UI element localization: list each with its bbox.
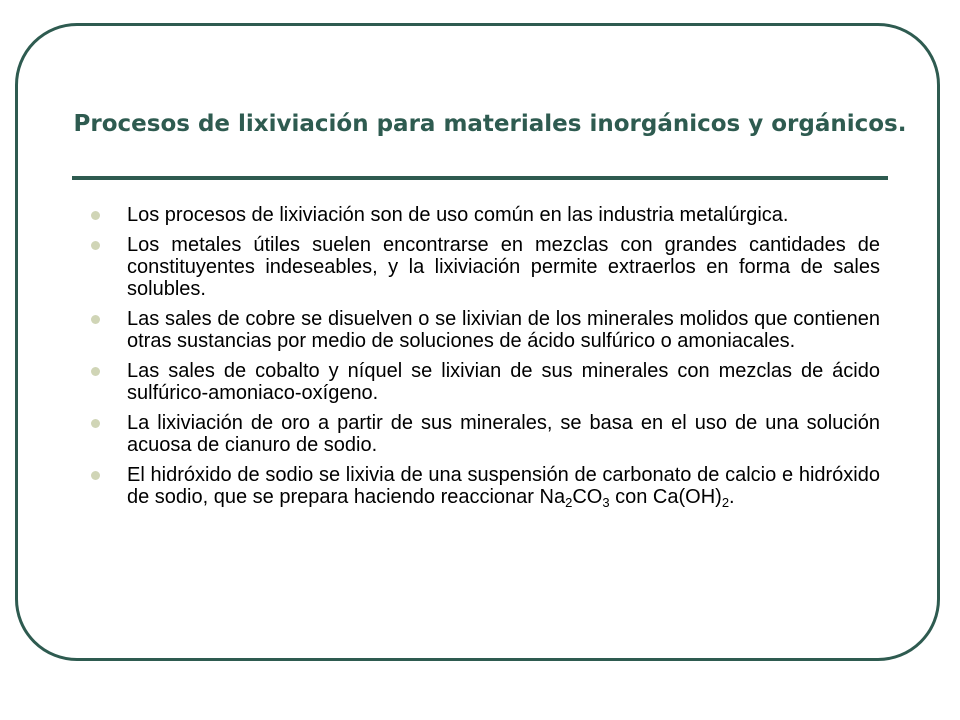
bullet-text: Las sales de cobre se disuelven o se lixivian de los minerales molidos que contienen otras sustancias por medio de soluciones de ácido sulfúrico o amoniacales. [127, 308, 880, 352]
bullet-item [127, 464, 880, 508]
formula-na-subscript: 2 [565, 495, 573, 510]
bullet-text: El hidróxido de sodio se lixivia de una suspensión de carbonato de calcio e hidróxido de sodio, que se prepara haciendo reaccionar [127, 464, 880, 508]
bullet-dot [91, 419, 100, 428]
bullet-item [127, 234, 880, 300]
bullet-text: Los procesos de lixiviación son de uso común en las industria metalúrgica. [127, 204, 789, 226]
bullet-item [127, 204, 880, 226]
slide-title: Procesos de lixiviación para materiales inorgánicos y orgánicos. [73, 111, 907, 137]
bullet-dot [91, 367, 100, 376]
bullet-text: Los metales útiles suelen encontrarse en mezclas con grandes cantidades de constituyentes indeseables, y la lixiviación permite extraerlos en forma de sales solubles. [127, 234, 880, 300]
bullet-text: La lixiviación de oro a partir de sus minerales, se basa en el uso de una solución acuosa de cianuro de sodio. [127, 412, 880, 456]
bullet-dot [91, 211, 100, 220]
title-underline [72, 176, 888, 180]
formula-co-subscript: 3 [602, 495, 610, 510]
bullet-dot [91, 315, 100, 324]
formula-connector: con [609, 486, 653, 508]
bullet-list [0, 204, 880, 516]
formula-end: . [729, 486, 735, 508]
bullet-dot [91, 241, 100, 250]
formula-caoh: Ca(OH) [652, 486, 722, 508]
bullet-dot [91, 471, 100, 480]
formula-na: Na [539, 486, 566, 508]
bullet-item [127, 360, 880, 404]
formula-caoh-subscript: 2 [721, 495, 730, 510]
bullet-item [127, 308, 880, 352]
bullet-item [127, 412, 880, 456]
bullet-text: Las sales de cobalto y níquel se lixivian de sus minerales con mezclas de ácido sulfúrico-amoniaco-oxígeno. [127, 360, 880, 404]
chemical-formula [540, 486, 735, 508]
formula-co: CO [572, 486, 603, 508]
